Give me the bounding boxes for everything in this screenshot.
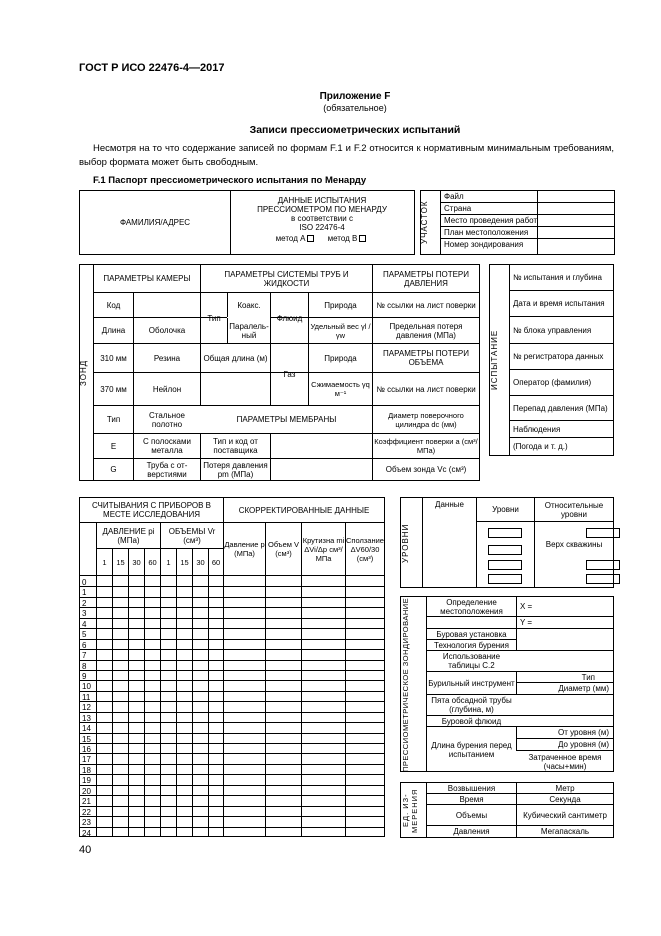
levels-data: Данные	[435, 500, 464, 509]
steel-label: Стальное полотно	[149, 410, 185, 429]
test-row[interactable]: (Погода и т. д.)	[513, 442, 568, 451]
test-row[interactable]: Перепад давления (МПа)	[513, 403, 608, 413]
test-row[interactable]: № блока управления	[513, 325, 592, 335]
test-row[interactable]: Оператор (фамилия)	[513, 378, 592, 387]
readings-row-label: 7	[82, 650, 87, 660]
page-number: 40	[79, 844, 92, 856]
unit-name: Возвышения	[447, 783, 496, 793]
unit-value: Кубический сантиметр	[523, 810, 607, 820]
method-a-label: метод А	[275, 234, 306, 243]
test-row[interactable]: Наблюдения	[513, 424, 561, 434]
levels-relative: Относительные уровни	[544, 500, 604, 519]
length-label: Длина	[101, 326, 126, 335]
readings-row-label: 16	[82, 744, 91, 754]
c-creep-head: Сползание ΔV60/30 (см³)	[346, 535, 384, 563]
readings-row-label: 9	[82, 671, 87, 681]
v-col: 15	[180, 557, 189, 567]
nature2-label: Природа	[324, 353, 357, 363]
units-vlabel: ЕД. ИЗМЕРЕНИЯ	[401, 788, 419, 833]
to-label: До уровня (м)	[557, 740, 609, 749]
c-volume-head: Объем V (см³)	[268, 540, 299, 558]
p-col: 30	[132, 557, 141, 567]
p-col: 15	[116, 557, 125, 567]
ref1-label: № ссылки на лист поверки	[376, 300, 476, 310]
readings-row-label: 23	[82, 817, 91, 827]
levels-top: Верх скважины	[545, 540, 603, 549]
unit-value: Метр	[555, 783, 575, 793]
gas-label: Газ	[283, 370, 296, 379]
readings-head1: СЧИТЫВАНИЯ С ПРИБОРОВ В МЕСТЕ ИССЛЕДОВАНИЯ	[92, 501, 211, 519]
rubber-label: Резина	[153, 353, 181, 363]
chamber-params: ПАРАМЕТРЫ КАМЕРЫ	[103, 274, 191, 283]
readings-row-label: 8	[82, 661, 87, 671]
time-label: Затраченное время (часы+мин)	[528, 752, 602, 771]
fluid-label: Флюид	[276, 313, 303, 323]
mm310-label: 310 мм	[100, 353, 127, 363]
paralel-label: Паралельный	[229, 321, 269, 340]
readings-head2: СКОРРЕКТИРОВАННЫЕ ДАННЫЕ	[238, 505, 370, 515]
drilling-vlabel: ПРЕССИОМЕТРИЧЕСКОЕ ЗОНДИРОВАНИЕ	[401, 597, 410, 772]
strips-label: С полосками металла	[143, 437, 191, 455]
code-label: Код	[106, 300, 121, 310]
tool-label: Бурильный инструмент	[428, 678, 515, 688]
unit-name: Время	[459, 794, 484, 804]
readings-row-label: 22	[82, 807, 91, 817]
readings-row-label: 11	[82, 692, 91, 702]
volumes-head: ОБЪЕМЫ Vr (см³)	[168, 526, 216, 545]
section-title: F.1 Паспорт прессиометрического испытания по Менарду	[93, 175, 367, 186]
readings-row-label: 13	[82, 713, 91, 723]
site-row[interactable]: Место проведения работ	[441, 215, 614, 227]
readings-row-label: 14	[82, 723, 91, 733]
readings-row-label: 20	[82, 786, 91, 796]
length-label: Длина бурения перед испытанием	[431, 740, 512, 759]
from-label: От уровня (м)	[558, 728, 609, 737]
neilon-label: Нейлон	[152, 384, 182, 394]
readings-row-label: 5	[82, 629, 87, 639]
readings-row-label: 10	[82, 681, 91, 691]
readings-row-label: 18	[82, 765, 91, 775]
specific-weight-label: Удельный вес γl / γw	[310, 321, 371, 340]
p-col: 60	[148, 557, 157, 567]
coef-label: Коэффициент поверки a (см³/МПа)	[374, 437, 478, 455]
use-label: Использование таблицы С.2	[442, 652, 501, 670]
casing-label: Пята обсадной трубы (глубина, м)	[431, 696, 512, 714]
g-label: G	[110, 465, 117, 474]
sheath-label: Оболочка	[148, 326, 186, 335]
total-length-label: Общая длина (м)	[203, 353, 268, 363]
readings-row-label: 12	[82, 702, 91, 712]
tech-label: Технология бурения	[434, 640, 509, 650]
site-row[interactable]: Страна	[441, 203, 614, 215]
tool-type-label: Тип	[581, 672, 595, 682]
unit-value: Секунда	[549, 794, 581, 804]
ref2-label: № ссылки на лист поверки	[376, 384, 476, 394]
method-b-label: метод В	[327, 234, 358, 243]
site-row[interactable]: Номер зондирования	[444, 240, 524, 249]
test-vlabel: ИСПЫТАНИЕ	[490, 329, 499, 391]
unit-value: Мегапаскаль	[540, 827, 590, 836]
loss-params: ПАРАМЕТРЫ ПОТЕРИ ДАВЛЕНИЯ	[382, 269, 470, 288]
appendix-note: (обязательное)	[323, 103, 387, 113]
readings-row-label: 0	[82, 577, 87, 587]
doc-header: ГОСТ Р ИСО 22476-4—2017	[79, 62, 225, 74]
test-row[interactable]: Дата и время испытания	[513, 299, 605, 308]
name-address-label: ФАМИЛИЯ/АДРЕС	[119, 218, 191, 227]
fluid-label: Буровой флюид	[441, 716, 502, 726]
readings-row-label: 21	[82, 796, 91, 806]
diam-label: Диаметр поверочного цилиндра dc (мм)	[388, 410, 464, 429]
levels-vlabel: УРОВНИ	[401, 523, 410, 563]
levels-levels: Уровни	[492, 505, 519, 514]
test-row[interactable]: № регистратора данных	[513, 352, 604, 361]
pipe-params: ПАРАМЕТРЫ СИСТЕМЫ ТРУБ И ЖИДКОСТИ	[224, 269, 349, 288]
location-label: Определение местоположения	[440, 597, 503, 616]
type-code-label: Тип и код от поставщика	[213, 437, 258, 455]
nature-label: Природа	[324, 300, 357, 310]
v-col: 1	[166, 557, 171, 567]
c-pressure-head: Давление p (МПа)	[224, 540, 265, 558]
v-col: 30	[196, 557, 205, 567]
mm370-label: 370 мм	[100, 384, 127, 394]
readings-row-label: 2	[82, 598, 87, 608]
rig-label: Буровая установка	[436, 629, 507, 639]
pressure-head: ДАВЛЕНИЕ pi (МПа)	[102, 526, 155, 545]
pressure-loss-label: Потеря давления pm (МПа)	[203, 460, 268, 479]
site-row[interactable]: Файл	[441, 191, 614, 203]
site-row[interactable]: План местоположения	[441, 227, 614, 239]
readings-row-label: 1	[82, 587, 87, 597]
type-label: Тип	[106, 415, 121, 424]
membrane-label: ПАРАМЕТРЫ МЕМБРАНЫ	[236, 415, 337, 424]
appendix-title: Приложение F	[319, 91, 391, 102]
intro-text: Несмотря на то что содержание записей по формам F.1 и F.2 относится к нормативным минимальным требованиям, выбор формата может быть свободным.	[79, 143, 614, 168]
p-col: 1	[102, 557, 107, 567]
probe-vlabel: ЗОНД	[79, 359, 88, 387]
tool-diam-label: Диаметр (мм)	[558, 684, 609, 693]
unit-name: Объемы	[455, 810, 488, 820]
test-data-title: ДАННЫЕ ИСПЫТАНИЯ ПРЕССИОМЕТРОМ ПО МЕНАРДУ в соответствии с ISO 22476-4 метод А метод В	[257, 196, 387, 243]
readings-row-label: 24	[82, 828, 91, 838]
pipe-holes-label: Труба с отверстиями	[146, 460, 188, 479]
x-field[interactable]: X =	[520, 602, 533, 611]
compress-label: Сжимаемость γq м⁻¹	[311, 380, 370, 398]
c-slope-head: Крутизна mi ΔVi/Δp см³/МПа	[302, 535, 345, 563]
vol-label: Объем зонда Vc (см³)	[385, 465, 467, 474]
readings-row-label: 19	[82, 775, 91, 785]
readings-row-label: 15	[82, 734, 91, 744]
loss-limit-label: Предельная потеря давления (МПа)	[389, 321, 463, 340]
e-label: E	[110, 441, 117, 451]
readings-row-label: 17	[82, 754, 91, 764]
readings-row-label: 4	[82, 619, 87, 629]
readings-row-label: 6	[82, 640, 87, 650]
readings-row-label: 3	[82, 608, 87, 618]
koaks-label: Коакс.	[237, 300, 261, 310]
test-row[interactable]: № испытания и глубина	[513, 273, 602, 282]
unit-name: Давления	[453, 827, 490, 836]
v-col: 60	[211, 557, 221, 567]
vol-params-label: ПАРАМЕТРЫ ПОТЕРИ ОБЪЕМА	[382, 349, 470, 367]
appendix-heading: Записи прессиометрических испытаний	[249, 124, 461, 136]
y-field[interactable]: Y =	[520, 618, 533, 627]
tip-label: Тип	[207, 313, 221, 323]
site-vlabel: УЧАСТОК	[420, 200, 429, 245]
